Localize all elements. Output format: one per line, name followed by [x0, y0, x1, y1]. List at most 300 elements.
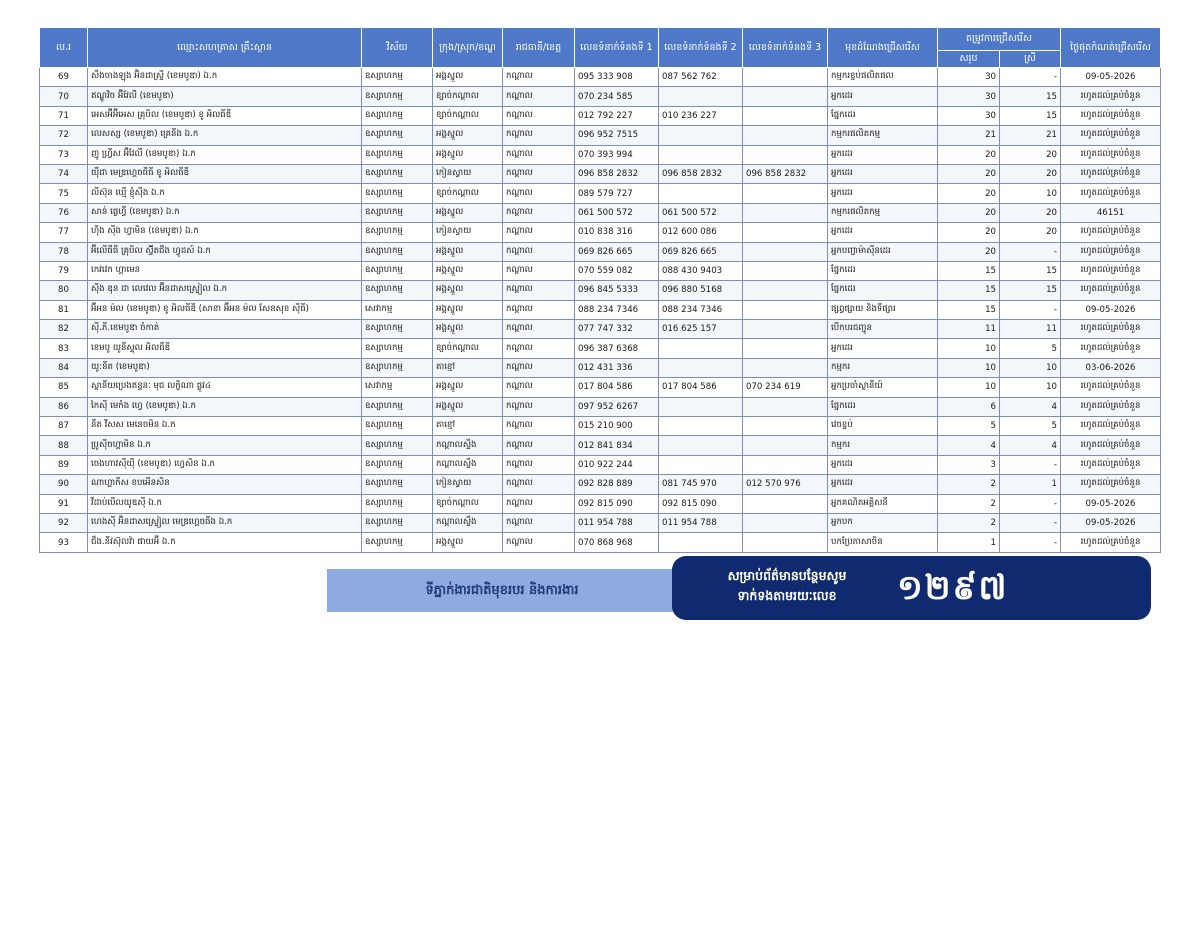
- cell-female: -: [1000, 300, 1061, 319]
- cell-female: -: [1000, 513, 1061, 532]
- cell-district: អង្គស្នួល: [433, 378, 503, 397]
- cell-district: កៀនស្វាយ: [433, 164, 503, 183]
- cell-district: ខ្សាច់កណ្តាល: [433, 339, 503, 358]
- cell-total: 20: [938, 145, 1000, 164]
- cell-district: អង្គស្នួល: [433, 300, 503, 319]
- cell-district: អង្គស្នួល: [433, 126, 503, 145]
- cell-total: 15: [938, 281, 1000, 300]
- cell-company: វីដាប់បើលយូឌស៊ី ឯ.ក: [88, 494, 362, 513]
- cell-phone-2: 092 815 090: [659, 494, 743, 513]
- cell-phone-2: 087 562 762: [659, 68, 743, 87]
- cell-phone-1: 088 234 7346: [575, 300, 659, 319]
- cell-company: ខេមបូ យូនីស្ទុល អិលធីឌី: [88, 339, 362, 358]
- cell-female: 20: [1000, 203, 1061, 222]
- cell-province: កណ្តាល: [503, 300, 575, 319]
- hotline-panel: [672, 556, 1151, 620]
- cell-position: អ្នកដេរ: [828, 145, 938, 164]
- cell-phone-3: [743, 145, 828, 164]
- cell-position: កម្មករខ្ចប់ផលិតផល: [828, 68, 938, 87]
- cell-total: 10: [938, 358, 1000, 377]
- cell-sector: ឧស្សាហកម្ម: [362, 184, 433, 203]
- cell-phone-3: [743, 513, 828, 532]
- cell-no: 88: [40, 436, 88, 455]
- cell-phone-3: [743, 397, 828, 416]
- cell-phone-3: 012 570 976: [743, 475, 828, 494]
- cell-no: 91: [40, 494, 88, 513]
- cell-phone-2: 088 234 7346: [659, 300, 743, 319]
- cell-total: 2: [938, 494, 1000, 513]
- cell-no: 83: [40, 339, 88, 358]
- table-row: [40, 339, 1161, 358]
- cell-phone-1: 012 841 834: [575, 436, 659, 455]
- cell-province: កណ្តាល: [503, 455, 575, 474]
- cell-phone-3: [743, 436, 828, 455]
- cell-phone-3: [743, 242, 828, 261]
- cell-no: 77: [40, 223, 88, 242]
- cell-company: ស៊ីង ឌុន ដា លេវេល អ៊ីនដាសស្ទ្រៀល ឯ.ក: [88, 281, 362, 300]
- table-row: [40, 242, 1161, 261]
- table-row: [40, 87, 1161, 106]
- cell-total: 20: [938, 242, 1000, 261]
- cell-phone-3: [743, 261, 828, 280]
- cell-company: សឹងចាងឡុង អ៊ិនដាស្ទ្រី (ខេមបូឌា) ឯ.ក: [88, 68, 362, 87]
- table-row: [40, 513, 1161, 532]
- cell-phone-2: [659, 455, 743, 474]
- cell-district: ខ្សាច់កណ្តាល: [433, 184, 503, 203]
- cell-female: 10: [1000, 378, 1061, 397]
- agency-name: ទីភ្នាក់ងារជាតិមុខរបរ និងការងារ: [425, 583, 579, 598]
- header-province: រាជធានី/ខេត្ត: [503, 28, 575, 68]
- cell-no: 74: [40, 164, 88, 183]
- header-demand: តម្រូវការជ្រើសរើស: [938, 28, 1061, 51]
- cell-phone-1: 096 858 2832: [575, 164, 659, 183]
- cell-total: 2: [938, 475, 1000, 494]
- cell-female: 15: [1000, 281, 1061, 300]
- cell-sector: ឧស្សាហកម្ម: [362, 242, 433, 261]
- cell-female: 4: [1000, 397, 1061, 416]
- cell-position: អ្នកដេរ: [828, 164, 938, 183]
- cell-phone-3: [743, 455, 828, 474]
- cell-deadline: 03-06-2026: [1061, 358, 1161, 377]
- cell-deadline: រហូតដល់គ្រប់ចំនួន: [1061, 417, 1161, 436]
- cell-province: កណ្តាល: [503, 494, 575, 513]
- cell-province: កណ្តាល: [503, 397, 575, 416]
- cell-female: 15: [1000, 106, 1061, 125]
- cell-total: 4: [938, 436, 1000, 455]
- cell-position: កម្មករផលិតកម្ម: [828, 203, 938, 222]
- cell-position: វេចខ្ចប់: [828, 417, 938, 436]
- hotline-caption-line-1: សម្រាប់ព័ត៌មានបន្ថែមសូម: [727, 568, 847, 583]
- cell-total: 10: [938, 378, 1000, 397]
- cell-phone-3: 096 858 2832: [743, 164, 828, 183]
- header-district: ក្រុង/ស្រុក/ខណ្ឌ: [433, 28, 503, 68]
- cell-phone-3: [743, 339, 828, 358]
- cell-sector: ឧស្សាហកម្ម: [362, 436, 433, 455]
- cell-no: 72: [40, 126, 88, 145]
- header-deadline: ថ្ងៃផុតកំណត់ជ្រើសរើស: [1061, 28, 1161, 68]
- cell-company: ញូ ហ្វ្រីស អ៊ីវែលឺ (ខេមបូឌា) ឯ.ក: [88, 145, 362, 164]
- cell-total: 20: [938, 184, 1000, 203]
- cell-no: 84: [40, 358, 88, 377]
- cell-phone-3: [743, 320, 828, 339]
- cell-deadline: រហូតដល់គ្រប់ចំនួន: [1061, 378, 1161, 397]
- cell-sector: ឧស្សាហកម្ម: [362, 281, 433, 300]
- cell-phone-1: 070 868 968: [575, 533, 659, 552]
- cell-district: អង្គស្នួល: [433, 203, 503, 222]
- cell-phone-2: [659, 436, 743, 455]
- cell-phone-3: [743, 494, 828, 513]
- cell-phone-3: [743, 417, 828, 436]
- cell-deadline: រហូតដល់គ្រប់ចំនួន: [1061, 261, 1161, 280]
- cell-phone-1: 069 826 665: [575, 242, 659, 261]
- cell-district: ខ្សាច់កណ្តាល: [433, 106, 503, 125]
- cell-phone-2: 069 826 665: [659, 242, 743, 261]
- cell-phone-1: 096 952 7515: [575, 126, 659, 145]
- cell-deadline: រហូតដល់គ្រប់ចំនួន: [1061, 87, 1161, 106]
- cell-sector: ឧស្សាហកម្ម: [362, 320, 433, 339]
- cell-no: 90: [40, 475, 88, 494]
- cell-deadline: រហូតដល់គ្រប់ចំនួន: [1061, 339, 1161, 358]
- cell-no: 92: [40, 513, 88, 532]
- cell-sector: ឧស្សាហកម្ម: [362, 397, 433, 416]
- cell-no: 73: [40, 145, 88, 164]
- cell-total: 2: [938, 513, 1000, 532]
- cell-sector: ឧស្សាហកម្ម: [362, 455, 433, 474]
- cell-phone-3: [743, 87, 828, 106]
- cell-company: ណាហ្គាកីស ខបអើនសិន: [88, 475, 362, 494]
- cell-sector: ឧស្សាហកម្ម: [362, 126, 433, 145]
- cell-phone-1: 017 804 586: [575, 378, 659, 397]
- header-female: ស្រី: [1000, 51, 1061, 68]
- table-row: [40, 184, 1161, 203]
- cell-female: -: [1000, 242, 1061, 261]
- table-row: [40, 300, 1161, 319]
- cell-company: លេសស្ស (ខេមបូឌា) គ្រេនីង ឯ.ក: [88, 126, 362, 145]
- cell-phone-1: 061 500 572: [575, 203, 659, 222]
- cell-female: 4: [1000, 436, 1061, 455]
- table-row: [40, 164, 1161, 183]
- table-row: [40, 106, 1161, 125]
- cell-province: កណ្តាល: [503, 68, 575, 87]
- cell-position: អ្នកដេរ: [828, 455, 938, 474]
- cell-deadline: រហូតដល់គ្រប់ចំនួន: [1061, 455, 1161, 474]
- cell-phone-2: 096 880 5168: [659, 281, 743, 300]
- cell-company: យ៉ឺដា មេឌ្រហ្គេចធីធី ខូ អិលធីឌី: [88, 164, 362, 183]
- cell-no: 76: [40, 203, 88, 222]
- cell-district: អង្គស្នួល: [433, 320, 503, 339]
- cell-total: 3: [938, 455, 1000, 474]
- cell-province: កណ្តាល: [503, 106, 575, 125]
- header-phone-1: លេខទំនាក់ទំនងទី 1: [575, 28, 659, 68]
- cell-phone-1: 092 815 090: [575, 494, 659, 513]
- cell-sector: ឧស្សាហកម្ម: [362, 533, 433, 552]
- table-row: [40, 417, 1161, 436]
- cell-sector: ឧស្សាហកម្ម: [362, 475, 433, 494]
- cell-position: អ្នកប្រចាំស្ថានីយ៍: [828, 378, 938, 397]
- cell-company: កៃស៊ី មេកំង ហ្វេ (ខេមបូឌា) ឯ.ក: [88, 397, 362, 416]
- cell-company: ស្ថានីយប្រេងឥន្ធនៈ មុជ លក្ខិណា ផ្លូវ៤: [88, 378, 362, 397]
- cell-female: 20: [1000, 223, 1061, 242]
- cell-province: កណ្តាល: [503, 339, 575, 358]
- cell-female: -: [1000, 494, 1061, 513]
- cell-total: 30: [938, 87, 1000, 106]
- cell-district: កណ្តាលស្ទឹង: [433, 513, 503, 532]
- cell-phone-2: 088 430 9403: [659, 261, 743, 280]
- cell-female: 21: [1000, 126, 1061, 145]
- cell-sector: ឧស្សាហកម្ម: [362, 261, 433, 280]
- cell-sector: ឧស្សាហកម្ម: [362, 223, 433, 242]
- cell-province: កណ្តាល: [503, 261, 575, 280]
- cell-deadline: រហូតដល់គ្រប់ចំនួន: [1061, 223, 1161, 242]
- cell-district: អង្គស្នួល: [433, 397, 503, 416]
- cell-deadline: រហូតដល់គ្រប់ចំនួន: [1061, 397, 1161, 416]
- cell-deadline: 46151: [1061, 203, 1161, 222]
- cell-phone-3: [743, 68, 828, 87]
- cell-district: អង្គស្នួល: [433, 281, 503, 300]
- cell-no: 79: [40, 261, 88, 280]
- cell-deadline: 09-05-2026: [1061, 494, 1161, 513]
- cell-phone-2: [659, 184, 743, 203]
- cell-district: អង្គស្នួល: [433, 145, 503, 164]
- cell-position: កម្មករ: [828, 358, 938, 377]
- cell-district: ខ្សាច់កណ្តាល: [433, 494, 503, 513]
- table-row: [40, 475, 1161, 494]
- cell-total: 15: [938, 261, 1000, 280]
- cell-position: ផ្នែកដេរ: [828, 261, 938, 280]
- cell-no: 71: [40, 106, 88, 125]
- table-row: [40, 261, 1161, 280]
- cell-province: កណ្តាល: [503, 223, 575, 242]
- cell-phone-3: [743, 184, 828, 203]
- cell-district: កណ្តាលស្ទឹង: [433, 436, 503, 455]
- cell-phone-3: [743, 106, 828, 125]
- cell-total: 15: [938, 300, 1000, 319]
- cell-total: 20: [938, 203, 1000, 222]
- cell-province: កណ្តាល: [503, 513, 575, 532]
- cell-female: 10: [1000, 358, 1061, 377]
- header-sector: វិស័យ: [362, 28, 433, 68]
- cell-phone-3: [743, 358, 828, 377]
- cell-phone-1: 012 792 227: [575, 106, 659, 125]
- hotline-number: ១២៩៧: [897, 568, 1009, 608]
- cell-position: អ្នកគណិតអគ្គិសនី: [828, 494, 938, 513]
- cell-phone-1: 015 210 900: [575, 417, 659, 436]
- cell-phone-2: [659, 533, 743, 552]
- cell-female: -: [1000, 533, 1061, 552]
- job-vacancy-table: [39, 27, 1161, 553]
- cell-province: កណ្តាល: [503, 533, 575, 552]
- cell-phone-3: [743, 126, 828, 145]
- cell-phone-1: 010 838 316: [575, 223, 659, 242]
- cell-district: កណ្តាលស្ទឹង: [433, 455, 503, 474]
- cell-deadline: រហូតដល់គ្រប់ចំនួន: [1061, 436, 1161, 455]
- cell-province: កណ្តាល: [503, 475, 575, 494]
- cell-position: អ្នកដេរ: [828, 339, 938, 358]
- cell-position: កម្មករផលិតកម្ម: [828, 126, 938, 145]
- cell-sector: ឧស្សាហកម្ម: [362, 417, 433, 436]
- cell-no: 87: [40, 417, 88, 436]
- cell-phone-3: [743, 300, 828, 319]
- cell-phone-2: [659, 417, 743, 436]
- cell-province: កណ្តាល: [503, 417, 575, 436]
- cell-phone-1: 096 845 5333: [575, 281, 659, 300]
- contact-footer: [327, 556, 1151, 620]
- cell-no: 75: [40, 184, 88, 203]
- cell-company: ហ៊ីង ស៊ីង ហ្វាមិន (ខេមបូឌា) ឯ.ក: [88, 223, 362, 242]
- cell-total: 6: [938, 397, 1000, 416]
- cell-phone-2: [659, 358, 743, 377]
- cell-district: អង្គស្នួល: [433, 242, 503, 261]
- cell-sector: ឧស្សាហកម្ម: [362, 87, 433, 106]
- cell-phone-1: 011 954 788: [575, 513, 659, 532]
- cell-phone-3: [743, 281, 828, 300]
- cell-sector: ឧស្សាហកម្ម: [362, 164, 433, 183]
- cell-phone-2: 061 500 572: [659, 203, 743, 222]
- cell-phone-1: 077 747 332: [575, 320, 659, 339]
- cell-deadline: 09-05-2026: [1061, 68, 1161, 87]
- cell-total: 11: [938, 320, 1000, 339]
- cell-sector: ឧស្សាហកម្ម: [362, 339, 433, 358]
- cell-position: អ្នកដេរ: [828, 223, 938, 242]
- cell-phone-1: 092 828 889: [575, 475, 659, 494]
- cell-sector: ឧស្សាហកម្ម: [362, 106, 433, 125]
- cell-position: ផ្នែកដេរ: [828, 281, 938, 300]
- cell-district: អង្គស្នួល: [433, 533, 503, 552]
- table-row: [40, 436, 1161, 455]
- cell-company: ចេងហាវស៊ីយ៉ី (ខេមបូឌា) ហ្វេសិន ឯ.ក: [88, 455, 362, 474]
- cell-province: កណ្តាល: [503, 358, 575, 377]
- cell-female: 15: [1000, 87, 1061, 106]
- cell-total: 20: [938, 164, 1000, 183]
- cell-district: ខ្សាច់កណ្តាល: [433, 87, 503, 106]
- cell-total: 30: [938, 106, 1000, 125]
- cell-province: កណ្តាល: [503, 145, 575, 164]
- cell-district: អង្គស្នួល: [433, 261, 503, 280]
- table-row: [40, 397, 1161, 416]
- table-row: [40, 126, 1161, 145]
- cell-total: 20: [938, 223, 1000, 242]
- cell-no: 70: [40, 87, 88, 106]
- header-total: សរុប: [938, 51, 1000, 68]
- cell-total: 30: [938, 68, 1000, 87]
- cell-deadline: រហូតដល់គ្រប់ចំនួន: [1061, 145, 1161, 164]
- cell-company: អ៊ីអន ម៉ល (ខេមបូឌា) ខូ អិលធីឌី (សាខា អ៊ីអន ម៉ល សែនសុខ ស៊ីធី): [88, 300, 362, 319]
- cell-female: 5: [1000, 339, 1061, 358]
- header-company: ឈ្មោះសហគ្រាស គ្រឹះស្ថាន: [88, 28, 362, 68]
- header-phone-3: លេខទំនាក់ទំនងទី 3: [743, 28, 828, 68]
- cell-company: អ៊ីលើធីធី គ្រុបិល ស៊្វីតជីង ហ្វូដស៍ ឯ.ក: [88, 242, 362, 261]
- cell-district: កៀនស្វាយ: [433, 475, 503, 494]
- cell-company: លីស៊ុន ឃ្មើ ខ្ញុំស៊ីង ឯ.ក: [88, 184, 362, 203]
- cell-phone-3: [743, 223, 828, 242]
- cell-deadline: រហូតដល់គ្រប់ចំនួន: [1061, 164, 1161, 183]
- cell-position: អ្នកដេរ: [828, 87, 938, 106]
- cell-female: 1: [1000, 475, 1061, 494]
- cell-sector: សេវាកម្ម: [362, 378, 433, 397]
- cell-female: 20: [1000, 145, 1061, 164]
- table-row: [40, 145, 1161, 164]
- cell-sector: ឧស្សាហកម្ម: [362, 513, 433, 532]
- cell-no: 93: [40, 533, 88, 552]
- cell-company: ស៊ី.ភី.ខេមបូឌា ចំកាត់: [88, 320, 362, 339]
- cell-no: 69: [40, 68, 88, 87]
- cell-phone-2: [659, 126, 743, 145]
- cell-deadline: រហូតដល់គ្រប់ចំនួន: [1061, 242, 1161, 261]
- hotline-caption: [692, 566, 882, 606]
- table-row: [40, 494, 1161, 513]
- cell-district: កៀនស្វាយ: [433, 223, 503, 242]
- cell-female: 11: [1000, 320, 1061, 339]
- cell-province: កណ្តាល: [503, 378, 575, 397]
- cell-female: 5: [1000, 417, 1061, 436]
- cell-company: សាន់ ផ្លេហ្វី (ខេមបូឌា) ឯ.ក: [88, 203, 362, 222]
- cell-position: អ្នកបក: [828, 513, 938, 532]
- header-position: មុខដំណែងជ្រើសរើស: [828, 28, 938, 68]
- table-row: [40, 455, 1161, 474]
- table-row: [40, 223, 1161, 242]
- cell-province: កណ្តាល: [503, 164, 575, 183]
- cell-phone-2: 017 804 586: [659, 378, 743, 397]
- cell-no: 82: [40, 320, 88, 339]
- table-row: [40, 68, 1161, 87]
- cell-province: កណ្តាល: [503, 436, 575, 455]
- cell-sector: ឧស្សាហកម្ម: [362, 358, 433, 377]
- cell-position: ផ្សព្វផ្សាយ និងទីផ្សារ: [828, 300, 938, 319]
- cell-no: 86: [40, 397, 88, 416]
- cell-sector: ឧស្សាហកម្ម: [362, 145, 433, 164]
- cell-phone-1: 012 431 336: [575, 358, 659, 377]
- header-phone-2: លេខទំនាក់ទំនងទី 2: [659, 28, 743, 68]
- cell-position: ផ្នែកដេរ: [828, 106, 938, 125]
- cell-company: ឥណ្ឌូវិច អ៊ីវែលឺ (ខេមបូឌា): [88, 87, 362, 106]
- cell-position: អ្នកដេរ: [828, 475, 938, 494]
- cell-phone-2: 016 625 157: [659, 320, 743, 339]
- cell-company: នឹត វីសស មេនេចមិន ឯ.ក: [88, 417, 362, 436]
- cell-female: 10: [1000, 184, 1061, 203]
- cell-position: កម្មករ: [828, 436, 938, 455]
- cell-phone-2: 096 858 2832: [659, 164, 743, 183]
- cell-phone-1: 070 393 994: [575, 145, 659, 164]
- cell-province: កណ្តាល: [503, 126, 575, 145]
- cell-deadline: រហូតដល់គ្រប់ចំនួន: [1061, 106, 1161, 125]
- cell-no: 78: [40, 242, 88, 261]
- cell-female: -: [1000, 455, 1061, 474]
- cell-total: 21: [938, 126, 1000, 145]
- cell-phone-2: 011 954 788: [659, 513, 743, 532]
- cell-phone-2: [659, 339, 743, 358]
- cell-deadline: រហូតដល់គ្រប់ចំនួន: [1061, 184, 1161, 203]
- cell-phone-1: 010 922 244: [575, 455, 659, 474]
- cell-sector: ឧស្សាហកម្ម: [362, 68, 433, 87]
- cell-phone-3: [743, 203, 828, 222]
- table-row: [40, 203, 1161, 222]
- cell-deadline: រហូតដល់គ្រប់ចំនួន: [1061, 475, 1161, 494]
- cell-phone-1: 070 234 585: [575, 87, 659, 106]
- cell-deadline: 09-05-2026: [1061, 300, 1161, 319]
- cell-district: តាខ្មៅ: [433, 417, 503, 436]
- cell-female: 15: [1000, 261, 1061, 280]
- cell-district: អង្គស្នួល: [433, 68, 503, 87]
- cell-deadline: 09-05-2026: [1061, 513, 1161, 532]
- cell-no: 89: [40, 455, 88, 474]
- cell-province: កណ្តាល: [503, 184, 575, 203]
- cell-phone-2: [659, 397, 743, 416]
- cell-phone-3: [743, 533, 828, 552]
- cell-position: បើកបរជញ្ជូន: [828, 320, 938, 339]
- cell-total: 10: [938, 339, 1000, 358]
- cell-district: តាខ្មៅ: [433, 358, 503, 377]
- cell-no: 85: [40, 378, 88, 397]
